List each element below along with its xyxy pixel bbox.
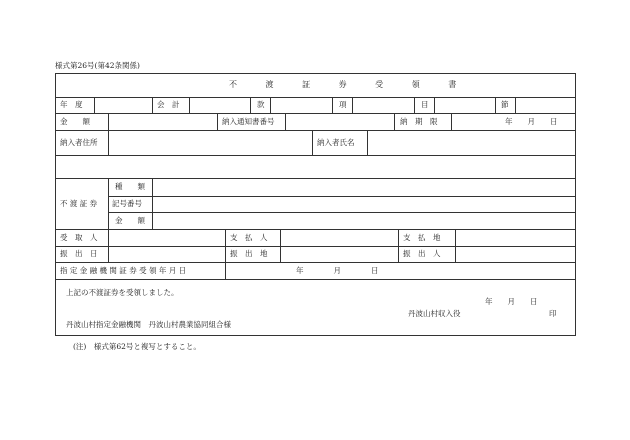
designated-receipt-date: 年 月 日	[296, 266, 379, 275]
recipient-label: 受 取 人	[60, 233, 98, 242]
row-divider	[55, 262, 576, 263]
cell-divider	[189, 97, 190, 113]
cell-divider	[108, 178, 109, 229]
kan-label: 款	[257, 100, 265, 109]
row-divider	[108, 196, 576, 197]
cell-divider	[225, 229, 226, 262]
addressee-label: 丹波山村指定金融機関 丹波山村農業協同組合様	[66, 320, 231, 329]
cell-divider	[217, 113, 218, 130]
cell-divider	[250, 97, 251, 113]
amount-label: 金 額	[60, 117, 90, 126]
payer-address-label: 納入者住所	[60, 138, 98, 147]
cell-divider	[312, 130, 313, 155]
nendo-label: 年 度	[60, 100, 83, 109]
form-border-bottom	[55, 335, 576, 336]
cell-divider	[414, 97, 415, 113]
seal-mark: 印	[549, 309, 557, 318]
kaikei-label: 会 計	[157, 100, 180, 109]
row-divider	[55, 97, 576, 98]
cell-divider	[108, 113, 109, 130]
footnote: (注) 様式第62号と複写とすること。	[73, 342, 201, 351]
kou-label: 項	[339, 100, 347, 109]
cell-divider	[285, 113, 286, 130]
cell-divider	[367, 130, 368, 155]
drawer-label: 振 出 人	[403, 249, 441, 258]
cell-divider	[455, 229, 456, 262]
deadline-label: 納 期 限	[400, 117, 438, 126]
deadline-date: 年 月 日	[505, 117, 558, 126]
cell-divider	[394, 113, 395, 130]
row-divider	[55, 229, 576, 230]
row-divider	[55, 178, 576, 179]
symbol-number-label: 記号番号	[112, 199, 142, 208]
designated-receipt-date-label: 指 定 金 融 機 関 証 券 受 領 年 月 日	[60, 266, 187, 275]
receipt-statement: 上記の不渡証券を受領しました。	[66, 288, 179, 297]
setsu-label: 節	[501, 100, 509, 109]
dishonored-securities-label: 不 渡 証 券	[60, 199, 98, 208]
payer-name-label: 納入者氏名	[317, 138, 355, 147]
cell-divider	[108, 130, 109, 155]
securities-amount-label: 金 額	[115, 216, 145, 225]
row-divider	[55, 279, 576, 280]
issue-place-label: 振 出 地	[230, 249, 268, 258]
row-divider	[55, 246, 576, 247]
cell-divider	[352, 97, 353, 113]
type-label: 種 類	[115, 182, 145, 191]
treasurer-label: 丹波山村収入役	[408, 309, 461, 318]
row-divider	[108, 212, 576, 213]
cell-divider	[94, 97, 95, 113]
notice-number-label: 納入通知書番号	[222, 117, 275, 126]
form-border-top	[55, 73, 576, 74]
cell-divider	[434, 97, 435, 113]
cell-divider	[495, 97, 496, 113]
issue-date-label: 振 出 日	[60, 249, 98, 258]
row-divider	[55, 113, 576, 114]
cell-divider	[225, 262, 226, 279]
cell-divider	[515, 97, 516, 113]
moku-label: 目	[421, 100, 429, 109]
form-title: 不 渡 証 券 受 領 書	[229, 80, 470, 89]
cell-divider	[451, 113, 452, 130]
payment-place-label: 支 払 地	[403, 233, 441, 242]
row-divider	[55, 130, 576, 131]
cell-divider	[108, 229, 109, 262]
row-divider	[55, 155, 576, 156]
cell-divider	[152, 97, 153, 113]
form-label: 様式第26号(第42条関係)	[55, 61, 140, 70]
cell-divider	[398, 229, 399, 262]
cell-divider	[270, 97, 271, 113]
cell-divider	[152, 178, 153, 229]
receipt-date: 年 月 日	[485, 297, 538, 306]
cell-divider	[332, 97, 333, 113]
payer-label: 支 払 人	[230, 233, 268, 242]
cell-divider	[280, 229, 281, 262]
